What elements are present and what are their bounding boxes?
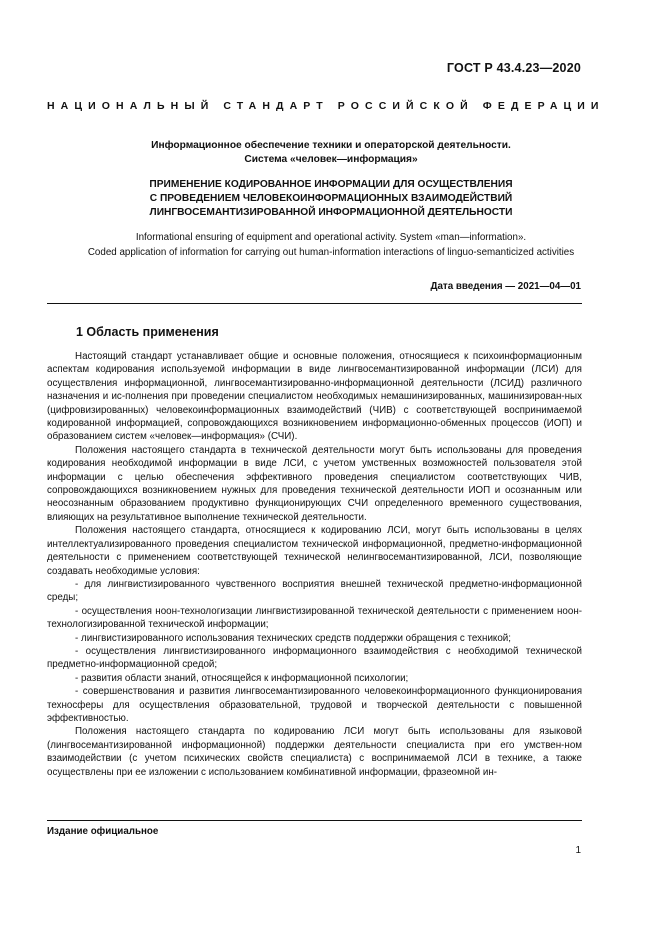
divider-top — [47, 303, 582, 304]
section-body — [47, 350, 582, 779]
specific-title-line-1: ПРИМЕНЕНИЕ КОДИРОВАННОЕ ИНФОРМАЦИИ ДЛЯ ОСУЩЕСТВЛЕНИЯ — [149, 179, 513, 190]
specific-title-line-3: ЛИНГВОСЕМАНТИЗИРОВАННОЙ ИНФОРМАЦИОННОЙ ДЕЯТЕЛЬНОСТИ — [149, 207, 513, 218]
introduction-date: Дата введения — 2021—04—01 — [430, 281, 581, 292]
general-title-line-2: Система «человек—информация» — [244, 154, 418, 165]
list-item: - для лингвистизированного чувственного восприятия внешней технической предметно-информационной среды; — [47, 578, 582, 604]
list-item: - развития области знаний, относящейся к информационной психологии; — [75, 672, 409, 684]
general-title — [47, 139, 615, 167]
list-item: - совершенствования и развития лингвосемантизированного человекоинформационного функционирования техносферы для осуществления образовательной, трудовой и творческой деятельности с повышенной эффективностью. — [47, 686, 582, 724]
standard-id: ГОСТ Р 43.4.23—2020 — [446, 61, 581, 75]
national-standard-banner: НАЦИОНАЛЬНЫЙ СТАНДАРТ РОССИЙСКОЙ ФЕДЕРАЦИИ — [47, 100, 605, 112]
divider-bottom — [47, 820, 582, 821]
specific-title-line-2: С ПРОВЕДЕНИЕМ ЧЕЛОВЕКОИНФОРМАЦИОННЫХ ВЗАИМОДЕЙСТВИЙ — [149, 193, 513, 204]
paragraph: Положения настоящего стандарта по кодированию ЛСИ могут быть использованы для языковой (лингвосемантизированной информационной) поддержки деятельности специалиста при его умствен-ном взаимодействии (с учетом психических свойств специалиста) с воспринимаемой ЛСИ в технике, а также осуществлены при ее изложении с использованием комбинативной информации, фразеомной ин- — [47, 726, 582, 778]
paragraph: Положения настоящего стандарта, относящиеся к кодированию ЛСИ, могут быть использованы в целях интеллектуализированного проведения специалистом технической информационной, предметно-информационной деятельности с применением соответствующей технической нелингвосемантизированной, ЛСИ, позволяющие создавать необходимые условия: — [47, 525, 582, 577]
paragraph: Положения настоящего стандарта в технической деятельности могут быть использованы для проведения кодирования необходимой информации в виде ЛСИ, с учетом умственных возможностей пользователя этой информации с целью обеспечения эффективного проведения специалистом соответствующих ЧИВ, сопровождающихся возникновением нужных для проведения технической деятельности ИОП и осознанным или неосознанным образованием продуктивно функционирующих СЧИ определенного временного существования, влияющих на результативное выполнение технической деятельности. — [47, 444, 582, 523]
list-item: - осуществления лингвистизированного информационного взаимодействия с необходимой технической предметно-информационной средой; — [47, 645, 582, 671]
list-item: - лингвистизированного использования технических средств поддержки обращения с техникой; — [75, 632, 511, 644]
list-item: - осуществления ноон-технологизации лингвистизированной технической деятельности с применением ноон-технологизированной технической информации; — [47, 605, 582, 631]
english-title-line-1: Informational ensuring of equipment and operational activity. System «man—information». — [135, 232, 527, 243]
general-title-line-1: Информационное обеспечение техники и операторской деятельности. — [151, 140, 511, 151]
paragraph: Настоящий стандарт устанавливает общие и основные положения, относящиеся к психоинформационным аспектам кодирования используемой информации в виде лингвосемантизированной информации (ЛСИ) для осуществления информационной, лингвосемантизированно-информационной деятельности (ЛСИД) различного назначения и ис-полнения при проведении специалистом необходимых немашинизированных, машинизирован-ных (цифровизированных) человекоинформационных взаимодействий (ЧИВ) с соответствующей воспринимаемой кодированной информацией, сопровождающихся возникновением информационно-обменных процессов (ИОП) и образованием систем «человек—информация» (СЧИ). — [47, 351, 582, 443]
page-number: 1 — [575, 845, 581, 856]
specific-title — [47, 178, 615, 220]
section-heading: 1 Область применения — [76, 325, 219, 339]
english-title — [47, 231, 615, 260]
english-title-line-2: Coded application of information for carrying out human-information interactions of linguo-semanticized activities — [87, 246, 575, 258]
edition-note: Издание официальное — [47, 826, 159, 837]
